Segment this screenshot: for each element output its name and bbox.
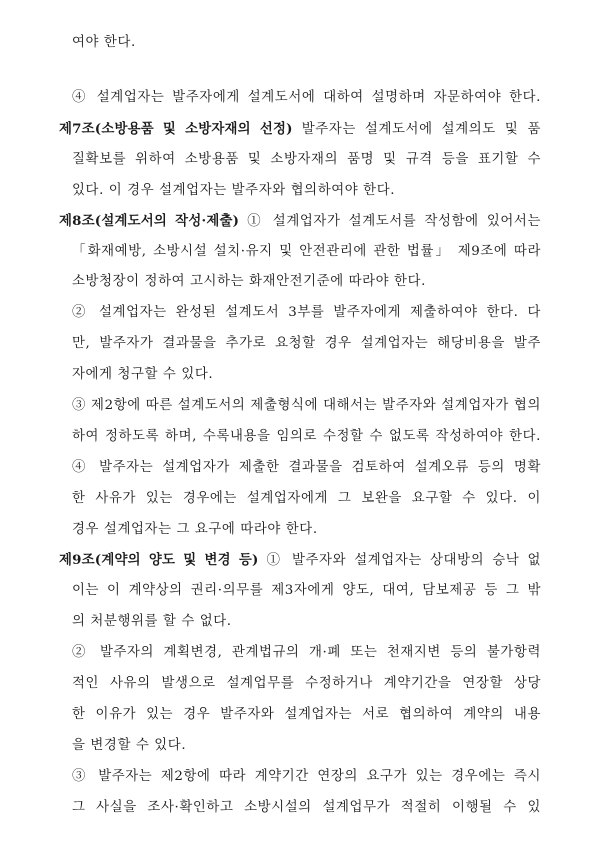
text-line: 만, 발주자가 결과물을 추가로 요청할 경우 설계업자는 해당비용을 발주 (72, 336, 541, 351)
text-line: ④ 설계업자는 발주자에게 설계도서에 대하여 설명하며 자문하여야 한다. (72, 90, 541, 105)
text-line: 그 사실을 조사·확인하고 소방시설의 설계업무가 적절히 이행될 수 있 (72, 800, 541, 815)
text-line: 한 이유가 있는 경우 발주자와 설계업자는 서로 협의하여 계약의 내용 (72, 707, 541, 722)
text-line: ④ 발주자는 설계업자가 제출한 결과물을 검토하여 설계오류 등의 명확 (72, 460, 541, 475)
article-title: 제9조(계약의 양도 및 변경 등) (59, 552, 259, 568)
text-line: 경우 설계업자는 그 요구에 따라야 한다. (72, 522, 318, 537)
text-line: ③ 제2항에 따른 설계도서의 제출형식에 대해서는 발주자와 설계업자가 협의 (72, 398, 541, 413)
text-line: 있다. 이 경우 설계업자는 발주자와 협의하여야 한다. (72, 183, 396, 198)
text-line: 「화재예방, 소방시설 설치·유지 및 안전관리에 관한 법률」 제9조에 따라 (72, 244, 541, 259)
article-7-heading-line: 제7조(소방용품 및 소방자재의 선정) 발주자는 설계도서에 설계의도 및 품 (59, 121, 541, 137)
article-title: 제8조(설계도서의 작성·제출) (59, 213, 240, 229)
text-line: 적인 사유의 발생으로 설계업무를 수정하거나 계약기간을 연장할 상당 (72, 676, 541, 691)
text-line: ② 발주자의 계획변경, 관계법규의 개·폐 또는 천재지변 등의 불가항력 (72, 645, 541, 660)
text-line: ③ 발주자는 제2항에 따라 계약기간 연장의 요구가 있는 경우에는 즉시 (72, 769, 541, 784)
article-title: 제7조(소방용품 및 소방자재의 선정) (59, 121, 293, 137)
text-line: 의 처분행위를 할 수 없다. (72, 614, 232, 629)
text-line: ② 설계업자는 완성된 설계도서 3부를 발주자에게 제출하여야 한다. 다 (72, 305, 541, 320)
text-line: 을 변경할 수 있다. (72, 738, 187, 753)
text-line: 여야 한다. (72, 35, 136, 50)
article-8-heading-line: 제8조(설계도서의 작성·제출) ① 설계업자가 설계도서를 작성함에 있어서는 (59, 213, 541, 229)
text-line: 소방청장이 정하여 고시하는 화재안전기준에 따라야 한다. (72, 274, 426, 289)
article-9-heading-line: 제9조(계약의 양도 및 변경 등) ① 발주자와 설계업자는 상대방의 승낙 없 (59, 552, 541, 568)
text-line: 하여 정하도록 하며, 수록내용을 임의로 수정할 수 없도록 작성하여야 한다. (72, 429, 541, 444)
text-line: 자에게 청구할 수 있다. (72, 367, 214, 382)
text-line: 한 사유가 있는 경우에는 설계업자에게 그 보완을 요구할 수 있다. 이 (72, 491, 541, 506)
text-line: 이는 이 계약상의 권리·의무를 제3자에게 양도, 대여, 담보제공 등 그 밖 (72, 583, 541, 598)
text-line: 질확보를 위하여 소방용품 및 소방자재의 품명 및 규격 등을 표기할 수 (72, 152, 541, 167)
